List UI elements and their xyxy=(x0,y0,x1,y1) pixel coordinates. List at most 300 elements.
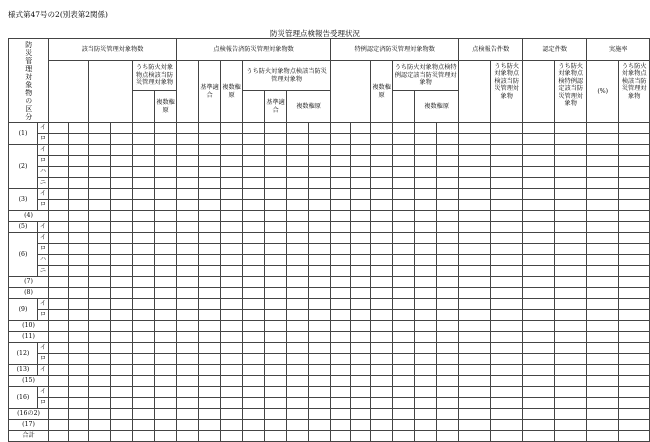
data-cell[interactable] xyxy=(69,343,89,354)
data-cell[interactable] xyxy=(619,343,650,354)
data-cell[interactable] xyxy=(437,387,459,398)
data-cell[interactable] xyxy=(221,288,243,299)
data-cell[interactable] xyxy=(587,398,619,409)
data-cell[interactable] xyxy=(331,156,351,167)
data-cell[interactable] xyxy=(89,409,111,420)
data-cell[interactable] xyxy=(287,343,309,354)
data-cell[interactable] xyxy=(393,398,415,409)
data-cell[interactable] xyxy=(221,409,243,420)
data-cell[interactable] xyxy=(393,343,415,354)
data-cell[interactable] xyxy=(49,123,69,134)
data-cell[interactable] xyxy=(459,354,491,365)
data-cell[interactable] xyxy=(331,387,351,398)
data-cell[interactable] xyxy=(331,288,351,299)
data-cell[interactable] xyxy=(133,365,155,376)
data-cell[interactable] xyxy=(587,354,619,365)
data-cell[interactable] xyxy=(221,167,243,178)
data-cell[interactable] xyxy=(415,387,437,398)
data-cell[interactable] xyxy=(265,123,287,134)
data-cell[interactable] xyxy=(415,420,437,431)
data-cell[interactable] xyxy=(459,409,491,420)
data-cell[interactable] xyxy=(287,409,309,420)
data-cell[interactable] xyxy=(199,178,221,189)
data-cell[interactable] xyxy=(199,321,221,332)
data-cell[interactable] xyxy=(69,200,89,211)
data-cell[interactable] xyxy=(265,343,287,354)
data-cell[interactable] xyxy=(491,189,523,200)
data-cell[interactable] xyxy=(331,420,351,431)
data-cell[interactable] xyxy=(351,145,371,156)
data-cell[interactable] xyxy=(393,123,415,134)
data-cell[interactable] xyxy=(199,354,221,365)
data-cell[interactable] xyxy=(523,409,555,420)
data-cell[interactable] xyxy=(415,222,437,233)
data-cell[interactable] xyxy=(309,420,331,431)
data-cell[interactable] xyxy=(155,409,177,420)
data-cell[interactable] xyxy=(287,123,309,134)
data-cell[interactable] xyxy=(243,387,265,398)
data-cell[interactable] xyxy=(133,244,155,255)
data-cell[interactable] xyxy=(199,244,221,255)
data-cell[interactable] xyxy=(459,123,491,134)
data-cell[interactable] xyxy=(177,354,199,365)
data-cell[interactable] xyxy=(49,376,69,387)
data-cell[interactable] xyxy=(287,255,309,266)
data-cell[interactable] xyxy=(155,244,177,255)
data-cell[interactable] xyxy=(331,431,351,442)
data-cell[interactable] xyxy=(69,211,89,222)
data-cell[interactable] xyxy=(371,398,393,409)
data-cell[interactable] xyxy=(89,321,111,332)
data-cell[interactable] xyxy=(351,398,371,409)
data-cell[interactable] xyxy=(371,277,393,288)
data-cell[interactable] xyxy=(351,343,371,354)
data-cell[interactable] xyxy=(243,310,265,321)
data-cell[interactable] xyxy=(243,332,265,343)
data-cell[interactable] xyxy=(351,222,371,233)
data-cell[interactable] xyxy=(491,167,523,178)
data-cell[interactable] xyxy=(523,244,555,255)
data-cell[interactable] xyxy=(587,409,619,420)
data-cell[interactable] xyxy=(111,321,133,332)
data-cell[interactable] xyxy=(555,354,587,365)
data-cell[interactable] xyxy=(111,398,133,409)
data-cell[interactable] xyxy=(221,233,243,244)
data-cell[interactable] xyxy=(331,343,351,354)
data-cell[interactable] xyxy=(287,332,309,343)
data-cell[interactable] xyxy=(555,211,587,222)
data-cell[interactable] xyxy=(177,178,199,189)
data-cell[interactable] xyxy=(265,376,287,387)
data-cell[interactable] xyxy=(133,167,155,178)
data-cell[interactable] xyxy=(459,266,491,277)
data-cell[interactable] xyxy=(287,376,309,387)
data-cell[interactable] xyxy=(555,420,587,431)
data-cell[interactable] xyxy=(415,376,437,387)
data-cell[interactable] xyxy=(243,398,265,409)
data-cell[interactable] xyxy=(177,222,199,233)
data-cell[interactable] xyxy=(555,189,587,200)
data-cell[interactable] xyxy=(555,134,587,145)
data-cell[interactable] xyxy=(177,233,199,244)
data-cell[interactable] xyxy=(309,123,331,134)
data-cell[interactable] xyxy=(491,387,523,398)
data-cell[interactable] xyxy=(331,409,351,420)
data-cell[interactable] xyxy=(523,299,555,310)
data-cell[interactable] xyxy=(287,398,309,409)
data-cell[interactable] xyxy=(49,233,69,244)
data-cell[interactable] xyxy=(265,387,287,398)
data-cell[interactable] xyxy=(155,189,177,200)
data-cell[interactable] xyxy=(133,321,155,332)
data-cell[interactable] xyxy=(587,145,619,156)
data-cell[interactable] xyxy=(437,332,459,343)
data-cell[interactable] xyxy=(177,365,199,376)
data-cell[interactable] xyxy=(491,266,523,277)
data-cell[interactable] xyxy=(49,222,69,233)
data-cell[interactable] xyxy=(331,321,351,332)
data-cell[interactable] xyxy=(221,321,243,332)
data-cell[interactable] xyxy=(265,409,287,420)
data-cell[interactable] xyxy=(265,288,287,299)
data-cell[interactable] xyxy=(69,420,89,431)
data-cell[interactable] xyxy=(243,255,265,266)
data-cell[interactable] xyxy=(393,211,415,222)
data-cell[interactable] xyxy=(393,387,415,398)
data-cell[interactable] xyxy=(619,387,650,398)
data-cell[interactable] xyxy=(351,200,371,211)
data-cell[interactable] xyxy=(133,387,155,398)
data-cell[interactable] xyxy=(437,288,459,299)
data-cell[interactable] xyxy=(199,145,221,156)
data-cell[interactable] xyxy=(221,123,243,134)
data-cell[interactable] xyxy=(415,255,437,266)
data-cell[interactable] xyxy=(523,332,555,343)
data-cell[interactable] xyxy=(133,189,155,200)
data-cell[interactable] xyxy=(69,145,89,156)
data-cell[interactable] xyxy=(459,189,491,200)
data-cell[interactable] xyxy=(177,266,199,277)
data-cell[interactable] xyxy=(69,167,89,178)
data-cell[interactable] xyxy=(351,134,371,145)
data-cell[interactable] xyxy=(309,365,331,376)
data-cell[interactable] xyxy=(49,431,69,442)
data-cell[interactable] xyxy=(89,145,111,156)
data-cell[interactable] xyxy=(309,398,331,409)
data-cell[interactable] xyxy=(619,299,650,310)
data-cell[interactable] xyxy=(111,420,133,431)
data-cell[interactable] xyxy=(437,277,459,288)
data-cell[interactable] xyxy=(177,343,199,354)
data-cell[interactable] xyxy=(111,409,133,420)
data-cell[interactable] xyxy=(437,244,459,255)
data-cell[interactable] xyxy=(351,277,371,288)
data-cell[interactable] xyxy=(177,156,199,167)
data-cell[interactable] xyxy=(491,343,523,354)
data-cell[interactable] xyxy=(89,277,111,288)
data-cell[interactable] xyxy=(49,145,69,156)
data-cell[interactable] xyxy=(491,255,523,266)
data-cell[interactable] xyxy=(243,123,265,134)
data-cell[interactable] xyxy=(49,332,69,343)
data-cell[interactable] xyxy=(111,299,133,310)
data-cell[interactable] xyxy=(309,277,331,288)
data-cell[interactable] xyxy=(555,343,587,354)
data-cell[interactable] xyxy=(177,123,199,134)
data-cell[interactable] xyxy=(221,387,243,398)
data-cell[interactable] xyxy=(523,277,555,288)
data-cell[interactable] xyxy=(415,244,437,255)
data-cell[interactable] xyxy=(309,409,331,420)
data-cell[interactable] xyxy=(309,354,331,365)
data-cell[interactable] xyxy=(177,387,199,398)
data-cell[interactable] xyxy=(155,310,177,321)
data-cell[interactable] xyxy=(221,244,243,255)
data-cell[interactable] xyxy=(49,266,69,277)
data-cell[interactable] xyxy=(331,222,351,233)
data-cell[interactable] xyxy=(351,189,371,200)
data-cell[interactable] xyxy=(491,222,523,233)
data-cell[interactable] xyxy=(155,134,177,145)
data-cell[interactable] xyxy=(199,266,221,277)
data-cell[interactable] xyxy=(523,233,555,244)
data-cell[interactable] xyxy=(437,376,459,387)
data-cell[interactable] xyxy=(371,167,393,178)
data-cell[interactable] xyxy=(437,266,459,277)
data-cell[interactable] xyxy=(415,233,437,244)
data-cell[interactable] xyxy=(243,431,265,442)
data-cell[interactable] xyxy=(199,409,221,420)
data-cell[interactable] xyxy=(287,431,309,442)
data-cell[interactable] xyxy=(437,431,459,442)
data-cell[interactable] xyxy=(309,288,331,299)
data-cell[interactable] xyxy=(437,211,459,222)
data-cell[interactable] xyxy=(619,134,650,145)
data-cell[interactable] xyxy=(523,222,555,233)
data-cell[interactable] xyxy=(111,178,133,189)
data-cell[interactable] xyxy=(89,398,111,409)
data-cell[interactable] xyxy=(199,277,221,288)
data-cell[interactable] xyxy=(491,431,523,442)
data-cell[interactable] xyxy=(491,211,523,222)
data-cell[interactable] xyxy=(287,299,309,310)
data-cell[interactable] xyxy=(133,255,155,266)
data-cell[interactable] xyxy=(199,167,221,178)
data-cell[interactable] xyxy=(371,233,393,244)
data-cell[interactable] xyxy=(49,244,69,255)
data-cell[interactable] xyxy=(437,178,459,189)
data-cell[interactable] xyxy=(437,189,459,200)
data-cell[interactable] xyxy=(111,431,133,442)
data-cell[interactable] xyxy=(155,431,177,442)
data-cell[interactable] xyxy=(555,387,587,398)
data-cell[interactable] xyxy=(199,420,221,431)
data-cell[interactable] xyxy=(587,376,619,387)
data-cell[interactable] xyxy=(371,145,393,156)
data-cell[interactable] xyxy=(221,332,243,343)
data-cell[interactable] xyxy=(287,365,309,376)
data-cell[interactable] xyxy=(133,156,155,167)
data-cell[interactable] xyxy=(243,178,265,189)
data-cell[interactable] xyxy=(69,222,89,233)
data-cell[interactable] xyxy=(69,277,89,288)
data-cell[interactable] xyxy=(265,431,287,442)
data-cell[interactable] xyxy=(459,200,491,211)
data-cell[interactable] xyxy=(415,266,437,277)
data-cell[interactable] xyxy=(221,145,243,156)
data-cell[interactable] xyxy=(555,200,587,211)
data-cell[interactable] xyxy=(351,376,371,387)
data-cell[interactable] xyxy=(49,277,69,288)
data-cell[interactable] xyxy=(69,332,89,343)
data-cell[interactable] xyxy=(619,222,650,233)
data-cell[interactable] xyxy=(155,332,177,343)
data-cell[interactable] xyxy=(491,376,523,387)
data-cell[interactable] xyxy=(351,244,371,255)
data-cell[interactable] xyxy=(49,354,69,365)
data-cell[interactable] xyxy=(265,134,287,145)
data-cell[interactable] xyxy=(523,200,555,211)
data-cell[interactable] xyxy=(309,233,331,244)
data-cell[interactable] xyxy=(89,431,111,442)
data-cell[interactable] xyxy=(133,376,155,387)
data-cell[interactable] xyxy=(523,167,555,178)
data-cell[interactable] xyxy=(523,387,555,398)
data-cell[interactable] xyxy=(523,145,555,156)
data-cell[interactable] xyxy=(351,387,371,398)
data-cell[interactable] xyxy=(351,123,371,134)
data-cell[interactable] xyxy=(587,222,619,233)
data-cell[interactable] xyxy=(265,420,287,431)
data-cell[interactable] xyxy=(555,409,587,420)
data-cell[interactable] xyxy=(155,299,177,310)
data-cell[interactable] xyxy=(155,365,177,376)
data-cell[interactable] xyxy=(619,376,650,387)
data-cell[interactable] xyxy=(619,266,650,277)
data-cell[interactable] xyxy=(393,244,415,255)
data-cell[interactable] xyxy=(437,255,459,266)
data-cell[interactable] xyxy=(393,376,415,387)
data-cell[interactable] xyxy=(459,299,491,310)
data-cell[interactable] xyxy=(371,310,393,321)
data-cell[interactable] xyxy=(89,354,111,365)
data-cell[interactable] xyxy=(415,134,437,145)
data-cell[interactable] xyxy=(265,222,287,233)
data-cell[interactable] xyxy=(523,189,555,200)
data-cell[interactable] xyxy=(133,200,155,211)
data-cell[interactable] xyxy=(437,409,459,420)
data-cell[interactable] xyxy=(221,178,243,189)
data-cell[interactable] xyxy=(265,233,287,244)
data-cell[interactable] xyxy=(133,277,155,288)
data-cell[interactable] xyxy=(587,233,619,244)
data-cell[interactable] xyxy=(177,310,199,321)
data-cell[interactable] xyxy=(393,156,415,167)
data-cell[interactable] xyxy=(111,244,133,255)
data-cell[interactable] xyxy=(587,156,619,167)
data-cell[interactable] xyxy=(351,321,371,332)
data-cell[interactable] xyxy=(265,178,287,189)
data-cell[interactable] xyxy=(351,156,371,167)
data-cell[interactable] xyxy=(133,431,155,442)
data-cell[interactable] xyxy=(221,189,243,200)
data-cell[interactable] xyxy=(491,409,523,420)
data-cell[interactable] xyxy=(393,178,415,189)
data-cell[interactable] xyxy=(587,244,619,255)
data-cell[interactable] xyxy=(491,156,523,167)
data-cell[interactable] xyxy=(523,288,555,299)
data-cell[interactable] xyxy=(89,123,111,134)
data-cell[interactable] xyxy=(491,299,523,310)
data-cell[interactable] xyxy=(619,233,650,244)
data-cell[interactable] xyxy=(555,255,587,266)
data-cell[interactable] xyxy=(155,145,177,156)
data-cell[interactable] xyxy=(133,211,155,222)
data-cell[interactable] xyxy=(133,134,155,145)
data-cell[interactable] xyxy=(619,189,650,200)
data-cell[interactable] xyxy=(287,200,309,211)
data-cell[interactable] xyxy=(199,134,221,145)
data-cell[interactable] xyxy=(393,321,415,332)
data-cell[interactable] xyxy=(555,178,587,189)
data-cell[interactable] xyxy=(89,343,111,354)
data-cell[interactable] xyxy=(243,145,265,156)
data-cell[interactable] xyxy=(69,299,89,310)
data-cell[interactable] xyxy=(523,431,555,442)
data-cell[interactable] xyxy=(243,321,265,332)
data-cell[interactable] xyxy=(459,343,491,354)
data-cell[interactable] xyxy=(415,145,437,156)
data-cell[interactable] xyxy=(133,343,155,354)
data-cell[interactable] xyxy=(331,277,351,288)
data-cell[interactable] xyxy=(265,321,287,332)
data-cell[interactable] xyxy=(619,167,650,178)
data-cell[interactable] xyxy=(555,299,587,310)
data-cell[interactable] xyxy=(587,299,619,310)
data-cell[interactable] xyxy=(393,420,415,431)
data-cell[interactable] xyxy=(619,354,650,365)
data-cell[interactable] xyxy=(111,376,133,387)
data-cell[interactable] xyxy=(111,167,133,178)
data-cell[interactable] xyxy=(49,398,69,409)
data-cell[interactable] xyxy=(459,233,491,244)
data-cell[interactable] xyxy=(265,167,287,178)
data-cell[interactable] xyxy=(155,420,177,431)
data-cell[interactable] xyxy=(523,123,555,134)
data-cell[interactable] xyxy=(221,376,243,387)
data-cell[interactable] xyxy=(437,354,459,365)
data-cell[interactable] xyxy=(555,288,587,299)
data-cell[interactable] xyxy=(89,167,111,178)
data-cell[interactable] xyxy=(393,167,415,178)
data-cell[interactable] xyxy=(491,233,523,244)
data-cell[interactable] xyxy=(331,255,351,266)
data-cell[interactable] xyxy=(69,354,89,365)
data-cell[interactable] xyxy=(587,134,619,145)
data-cell[interactable] xyxy=(265,332,287,343)
data-cell[interactable] xyxy=(265,354,287,365)
data-cell[interactable] xyxy=(111,365,133,376)
data-cell[interactable] xyxy=(243,156,265,167)
data-cell[interactable] xyxy=(155,156,177,167)
data-cell[interactable] xyxy=(49,255,69,266)
data-cell[interactable] xyxy=(371,266,393,277)
data-cell[interactable] xyxy=(331,145,351,156)
data-cell[interactable] xyxy=(331,123,351,134)
data-cell[interactable] xyxy=(177,431,199,442)
data-cell[interactable] xyxy=(89,200,111,211)
data-cell[interactable] xyxy=(177,332,199,343)
